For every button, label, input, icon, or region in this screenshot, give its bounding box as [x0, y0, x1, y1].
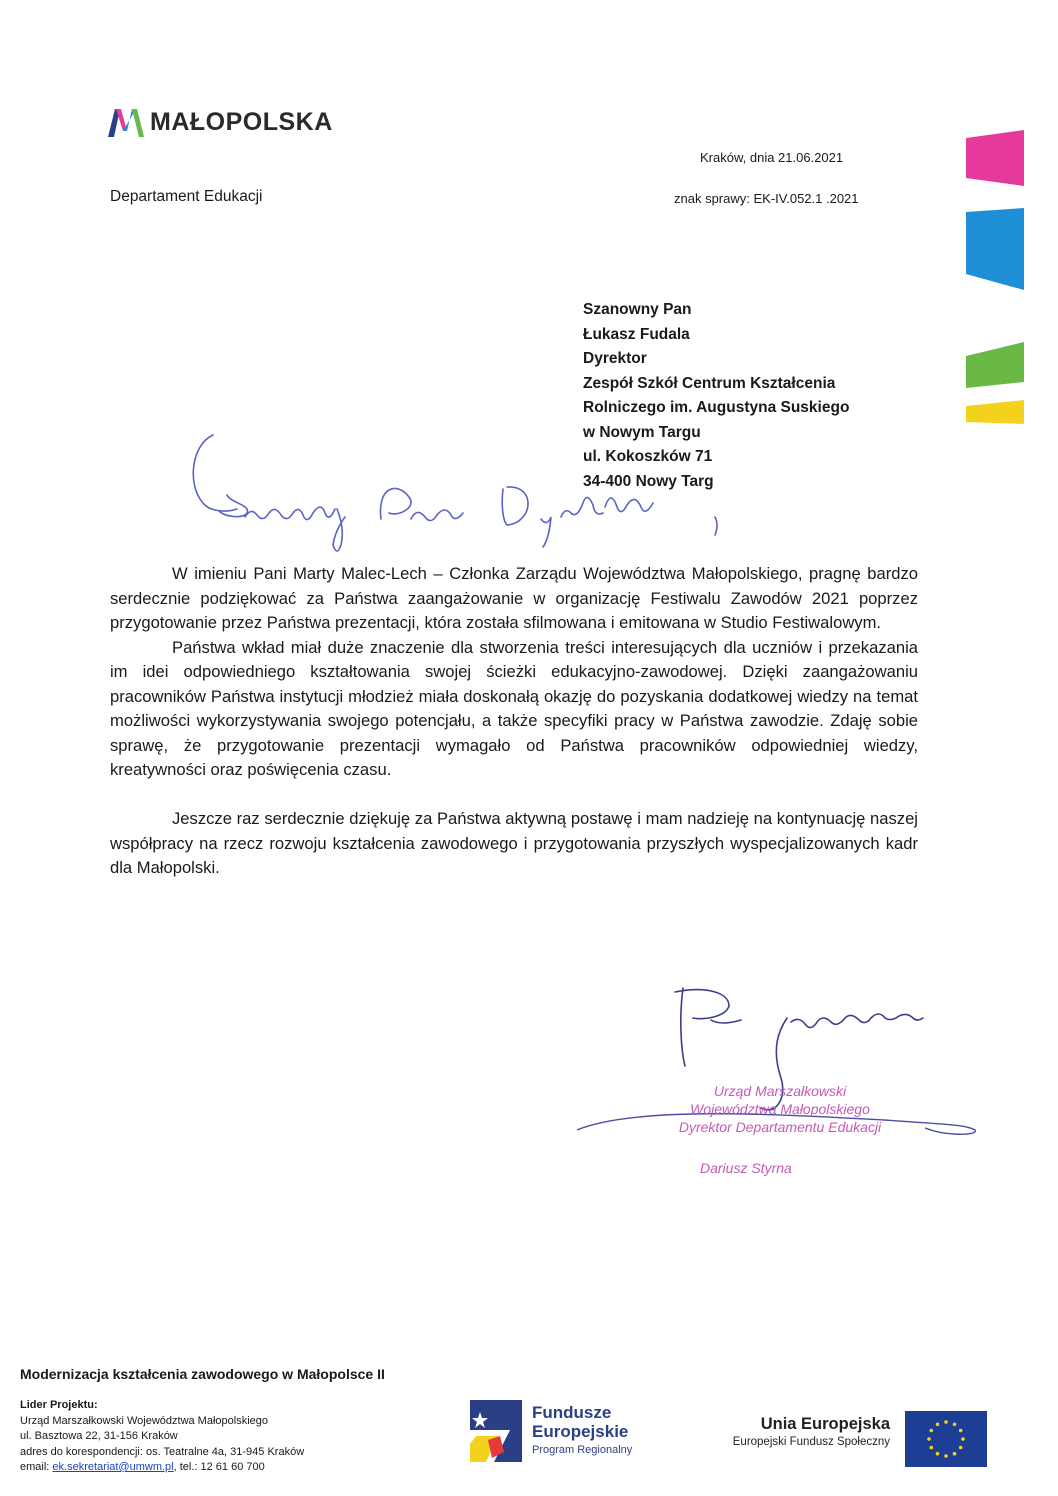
eu-star: [936, 1452, 940, 1456]
malopolska-logo: [108, 106, 333, 138]
eu-star: [961, 1437, 965, 1441]
fundusze-europejskie-logo: [470, 1400, 632, 1462]
handwritten-salutation: [185, 425, 745, 560]
body-paragraph-1: W imieniu Pani Marty Malec-Lech – Członka Zarządu Województwa Małopolskiego, pragnę bardzo serdecznie podziękować za Państwa zaangażowanie w organizację Festiwalu Zawodów 2021 poprzez przygotowanie przez Państwa prezentacji, która została sfilmowana i emitowana w Studio Festiwalowym.: [110, 564, 918, 632]
addressee-salutation: Szanowny Pan: [583, 301, 692, 318]
case-reference: znak sprawy: EK-IV.052.1 .2021: [674, 191, 859, 206]
phone: , tel.: 12 61 60 700: [173, 1461, 265, 1473]
fundusze-europejskie-icon: [470, 1400, 522, 1462]
eu-star: [953, 1423, 957, 1427]
blue-bar: [966, 208, 1024, 290]
eu-star: [936, 1423, 940, 1427]
addressee-institution-cont: Rolniczego im. Augustyna Suskiego: [583, 399, 850, 416]
fe-line-2: Europejskie: [532, 1421, 629, 1441]
eu-star: [953, 1452, 957, 1456]
fe-text: [532, 1403, 632, 1460]
body-paragraph-3: Jeszcze raz serdecznie dziękuję za Państwa aktywną postawę i mam nadzieję na kontynuację naszej współpracy na rzecz rozwoju kształcenia zawodowego i przygotowania przyszłych wyspecjalizowanych kadr dla Małopolski.: [110, 809, 918, 877]
addressee-street: ul. Kokoszków 71: [583, 448, 713, 465]
project-title: Modernizacja kształcenia zawodowego w Małopolsce II: [20, 1366, 385, 1382]
eu-star: [959, 1446, 963, 1450]
eu-star: [959, 1429, 963, 1433]
eu-line-1: Unia Europejska: [760, 1415, 890, 1433]
green-bar: [966, 342, 1024, 388]
eu-star: [944, 1454, 948, 1458]
stamp-line-1: Urząd Marszałkowski: [713, 1083, 847, 1099]
addressee-postal: 34-400 Nowy Targ: [583, 472, 714, 490]
addressee-name: Łukasz Fudala: [583, 325, 690, 343]
addressee-town: w Nowym Targu: [583, 423, 701, 441]
lead-label: Lider Projektu:: [20, 1399, 98, 1411]
eu-star: [930, 1429, 934, 1433]
brand-color-bars: [960, 130, 1024, 430]
stamp-line-2: Województwa Małopolskiego: [690, 1101, 870, 1117]
magenta-bar: [966, 130, 1024, 186]
department-name: Departament Edukacji: [110, 188, 263, 205]
stamp-signatory-name: Dariusz Styrna: [700, 1160, 792, 1176]
eu-flag-icon: [905, 1411, 987, 1467]
addressee-title: Dyrektor: [583, 350, 647, 367]
fe-line-3: Program Regionalny: [532, 1443, 633, 1456]
body-paragraph-2: Państwa wkład miał duże znaczenie dla stworzenia treści interesujących dla uczniów i przekazania im idei odpowiedniego kształtowania swojej ścieżki edukacyjno-zawodowej. Dzięki zaangażowaniu pracowników Państwa instytucji młodzież miała doskonałą okazję do pozyskania dodatkowej wiedzy na temat możliwości wykorzystywania swojego potencjału, a także specyfiki pracy w Państwa zawodzie. Zdaję sobie sprawę, że przygotowanie prezentacji wymagało od Państwa pracowników odpowiedniej wiedzy, kreatywności oraz poświęcenia czasu.: [110, 637, 918, 779]
official-stamp: [630, 1082, 930, 1136]
email-prefix: email:: [20, 1461, 53, 1473]
lead-organization: Urząd Marszałkowski Województwa Małopolskiego: [20, 1414, 268, 1427]
project-lead-block: [20, 1398, 304, 1476]
email-link[interactable]: ek.sekretariat@umwm.pl: [52, 1461, 174, 1473]
letter-body: [110, 562, 918, 881]
yellow-bar: [966, 400, 1024, 424]
eu-line-2: Europejski Fundusz Społeczny: [732, 1436, 890, 1448]
fe-line-1: Fundusze: [532, 1402, 612, 1422]
eu-star: [930, 1446, 934, 1450]
lead-address: ul. Basztowa 22, 31-156 Kraków: [20, 1430, 178, 1442]
malopolska-m-icon: [108, 107, 144, 137]
eu-star: [927, 1437, 931, 1441]
eu-star: [944, 1420, 948, 1424]
stamp-line-3: Dyrektor Departamentu Edukacji: [678, 1119, 882, 1135]
lead-contact: [20, 1460, 304, 1476]
addressee-institution: Zespół Szkół Centrum Kształcenia: [583, 374, 836, 392]
letter-date: Kraków, dnia 21.06.2021: [700, 150, 844, 165]
lead-correspondence: adres do korespondencji: os. Teatralne 4a, 31-945 Kraków: [20, 1445, 305, 1458]
logo-text: MAŁOPOLSKA: [150, 107, 333, 136]
eu-text: [712, 1415, 890, 1448]
